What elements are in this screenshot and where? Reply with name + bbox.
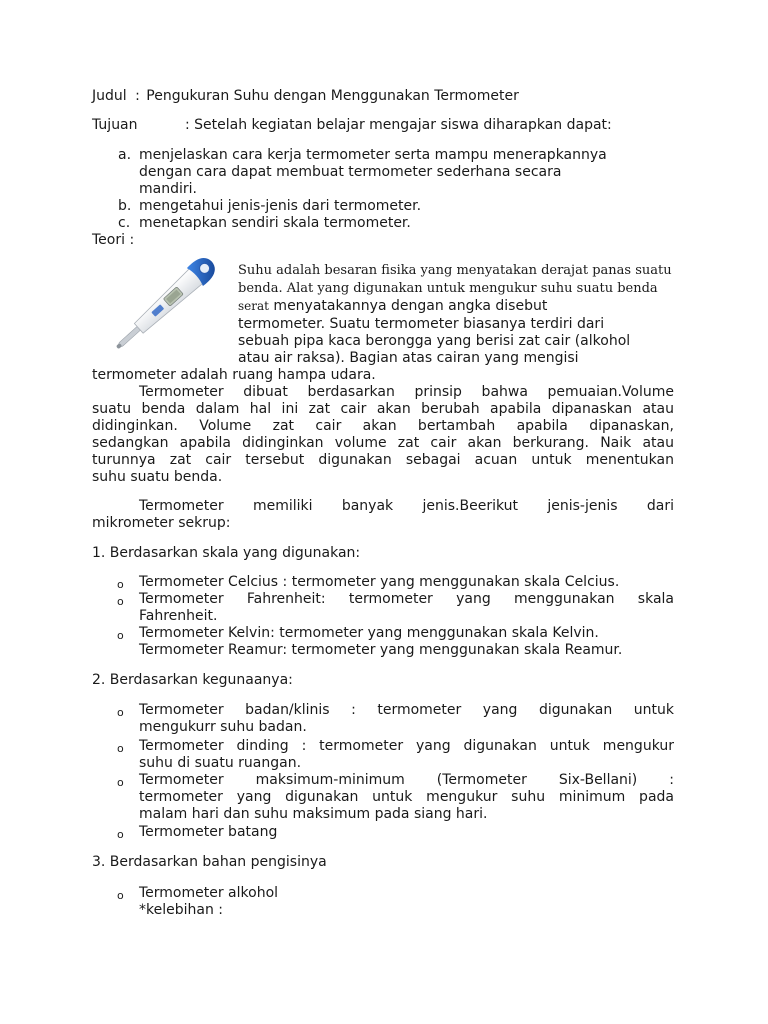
list-item: mandiri. xyxy=(139,181,197,197)
teori-line: benda. Alat yang digunakan untuk mengukur suhu suatu benda xyxy=(238,281,658,296)
list-item: Termometer badan/klinis : termometer yang digunakan untuk xyxy=(139,702,674,718)
list-item: Termometer Reamur: termometer yang menggunakan skala Reamur. xyxy=(139,642,623,658)
bullet-icon: o xyxy=(117,742,124,755)
teori-line: sebuah pipa kaca berongga yang berisi zat cair (alkohol xyxy=(238,333,631,349)
teori-line: termometer. Suatu termometer biasanya terdiri dari xyxy=(238,316,605,332)
para2-line: turunnya zat cair tersebut digunakan sebagai acuan untuk menentukan xyxy=(92,452,674,468)
section1-heading: 1. Berdasarkan skala yang digunakan: xyxy=(92,545,361,561)
para2-line: sedangkan apabila didinginkan volume zat cair akan berkurang. Naik atau xyxy=(92,435,674,451)
judul-sep: : xyxy=(135,88,140,104)
list-item: Termometer batang xyxy=(139,824,278,840)
bullet-icon: o xyxy=(117,706,124,719)
list-item: *kelebihan : xyxy=(139,902,223,918)
list-item: Termometer Kelvin: termometer yang menggunakan skala Kelvin. xyxy=(139,625,599,641)
bullet-icon: o xyxy=(117,889,124,902)
list-item: Termometer alkohol xyxy=(139,885,279,901)
para2-line: Termometer dibuat berdasarkan prinsip bahwa pemuaian.Volume xyxy=(139,384,674,400)
teori-line: atau air raksa). Bagian atas cairan yang mengisi xyxy=(238,350,579,366)
list-marker: a. xyxy=(118,147,132,163)
para2-line: suhu suatu benda. xyxy=(92,469,223,485)
bullet-icon: o xyxy=(117,828,124,841)
bullet-icon: o xyxy=(117,595,124,608)
list-item: Termometer Celcius : termometer yang menggunakan skala Celcius. xyxy=(139,574,620,590)
bullet-icon: o xyxy=(117,629,124,642)
teori-line: termometer adalah ruang hampa udara. xyxy=(92,367,376,383)
para3-line: mikrometer sekrup: xyxy=(92,515,231,531)
list-item: Termometer dinding : termometer yang digunakan untuk mengukur xyxy=(139,738,674,754)
judul-label: Judul xyxy=(92,88,127,104)
para2-line: suatu benda dalam hal ini zat cair akan berubah apabila dipanaskan atau xyxy=(92,401,674,417)
section3-heading: 3. Berdasarkan bahan pengisinya xyxy=(92,854,327,870)
list-item: suhu di suatu ruangan. xyxy=(139,755,302,771)
list-item: Fahrenheit. xyxy=(139,608,218,624)
judul-text: Pengukuran Suhu dengan Menggunakan Termometer xyxy=(146,88,519,104)
tujuan-label: Tujuan xyxy=(92,117,138,133)
tujuan-text: : Setelah kegiatan belajar mengajar siswa diharapkan dapat: xyxy=(185,117,612,133)
list-item: mengukurr suhu badan. xyxy=(139,719,307,735)
bullet-icon: o xyxy=(117,776,124,789)
section2-heading: 2. Berdasarkan kegunaanya: xyxy=(92,672,293,688)
para2-line: didinginkan. Volume zat cair akan bertambah apabila dipanaskan, xyxy=(92,418,674,434)
judul-row xyxy=(92,88,519,105)
list-marker: c. xyxy=(118,215,131,231)
teori-line xyxy=(238,298,547,315)
list-marker: b. xyxy=(118,198,132,214)
teori-label: Teori : xyxy=(92,232,135,248)
para3-line: Termometer memiliki banyak jenis.Beerikut jenis-jenis dari xyxy=(139,498,674,514)
list-item: Termometer maksimum-minimum (Termometer Six-Bellani) : xyxy=(139,772,674,788)
teori-line-rest: menyatakannya dengan angka disebut xyxy=(268,298,548,314)
list-item: dengan cara dapat membuat termometer sederhana secara xyxy=(139,164,562,180)
teori-line: Suhu adalah besaran fisika yang menyatakan derajat panas suatu xyxy=(238,263,672,278)
teori-serif-word: serat xyxy=(238,299,269,313)
list-item: menetapkan sendiri skala termometer. xyxy=(139,215,411,231)
list-item: malam hari dan suhu maksimum pada siang hari. xyxy=(139,806,488,822)
list-item: Termometer Fahrenheit: termometer yang menggunakan skala xyxy=(139,591,674,607)
digital-thermometer-icon xyxy=(108,252,228,356)
list-item: mengetahui jenis-jenis dari termometer. xyxy=(139,198,422,214)
list-item: termometer yang digunakan untuk mengukur suhu minimum pada xyxy=(139,789,674,805)
bullet-icon: o xyxy=(117,578,124,591)
list-item: menjelaskan cara kerja termometer serta mampu menerapkannya xyxy=(139,147,607,163)
